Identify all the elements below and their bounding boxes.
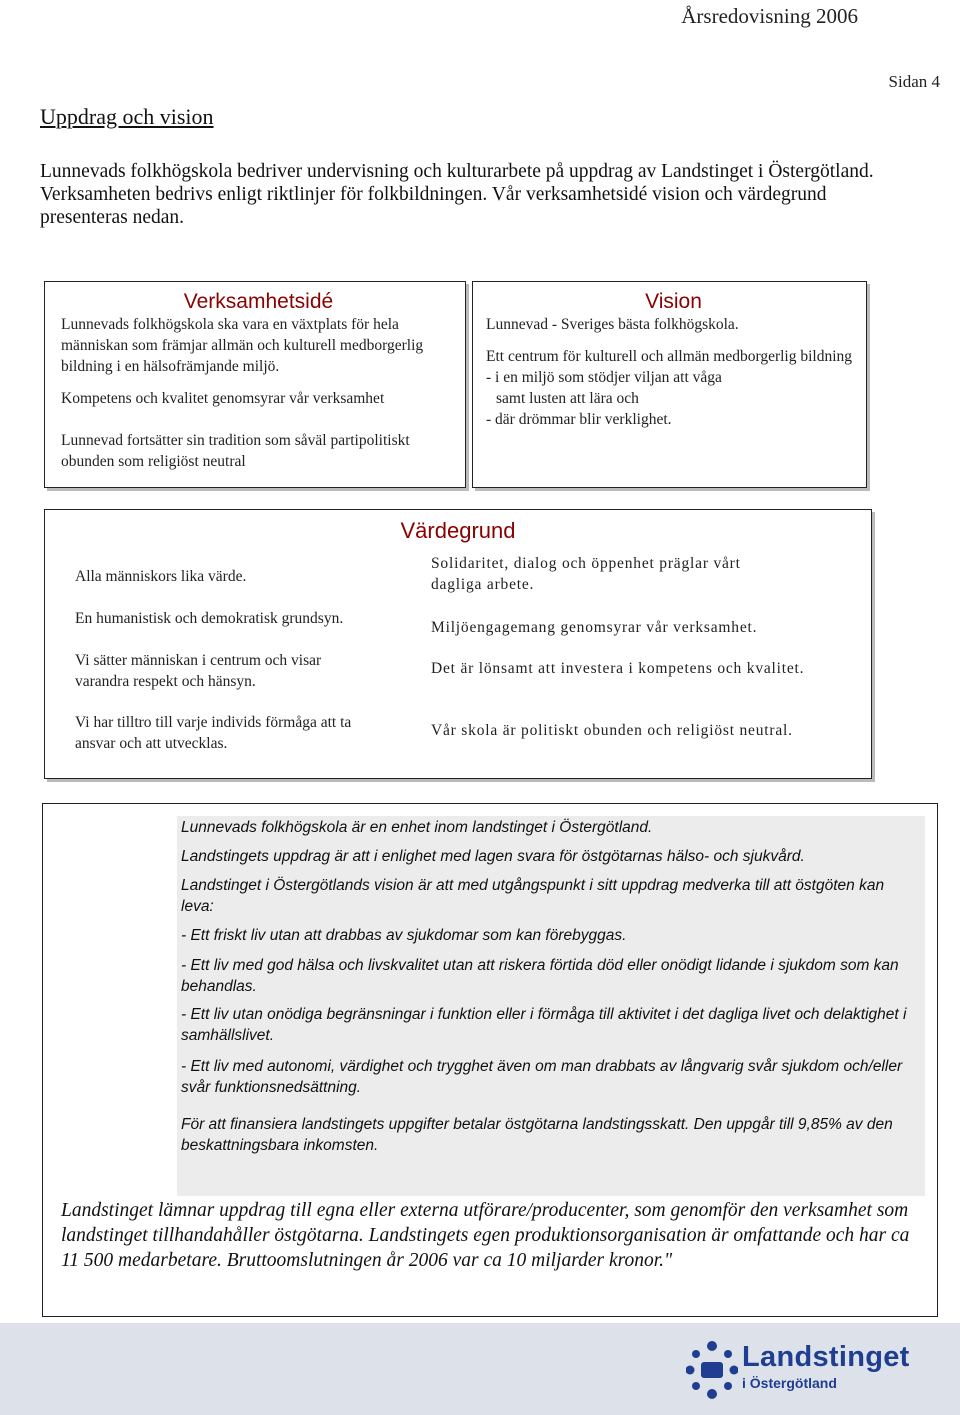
document-header-title: Årsredovisning 2006	[681, 4, 858, 28]
landstinget-line: - Ett liv utan onödiga begränsningar i funktion eller i förmåga till aktivitet i det dagliga livet och delaktighet i samhällslivet.	[181, 1006, 907, 1044]
vision-line-5: - där drömmar blir verklighet.	[486, 411, 672, 428]
landstinget-emblem-icon	[686, 1340, 738, 1400]
vision-line-1: Lunnevad - Sveriges bästa folkhögskola.	[486, 316, 739, 333]
landstinget-logo	[686, 1340, 926, 1400]
landstinget-line: - Ett liv med god hälsa och livskvalitet utan att riskera förtida död eller onödigt lidande i sjukdom som kan behandlas.	[181, 957, 899, 995]
landstinget-line: Lunnevads folkhögskola är en enhet inom landstinget i Östergötland.	[181, 819, 653, 836]
landstinget-line: - Ett friskt liv utan att drabbas av sjukdomar som kan förebyggas.	[181, 927, 627, 944]
vardegrund-right-item: Miljöengagemang genomsyrar vår verksamhet.	[431, 619, 758, 636]
vardegrund-right-item: Vår skola är politiskt obunden och religiöst neutral.	[431, 722, 793, 739]
landstinget-line: För att finansiera landstingets uppgifter betalar östgötarna landstingsskatt. Den uppgår till 9,85% av den beskattningsbara inkomsten.	[181, 1116, 893, 1154]
verksamhetside-paragraph-2: Kompetens och kvalitet genomsyrar vår verksamhet	[61, 390, 385, 407]
vardegrund-left-item: Vi har tilltro till varje individs förmåga att ta ansvar och att utvecklas.	[75, 714, 352, 752]
vardegrund-left-item: En humanistisk och demokratisk grundsyn.	[75, 610, 344, 627]
vardegrund-left-item: Alla människors lika värde.	[75, 568, 247, 585]
section-title: Uppdrag och vision	[40, 104, 214, 129]
landstinget-line: - Ett liv med autonomi, värdighet och trygghet även om man drabbats av långvarig svår sjukdom och/eller svår funktionsnedsättning.	[181, 1058, 903, 1096]
page-number: Sidan 4	[888, 72, 940, 91]
landstinget-quote: Landstinget lämnar uppdrag till egna eller externa utförare/producenter, som genomför den verksamhet som landstinget tillhandahåller östgötarna. Landstingets egen produktionsorganisation är omfattande och har ca 11 500 medarbetare. Bruttoomslutningen år 2006 var ca 10 miljarder kronor."	[61, 1200, 910, 1271]
landstinget-line: Landstinget i Östergötlands vision är att med utgångspunkt i sitt uppdrag medverka till att östgöten kan leva:	[181, 877, 885, 915]
vardegrund-left-item: Vi sätter människan i centrum och visar varandra respekt och hänsyn.	[75, 652, 322, 690]
vision-line-3: - i en miljö som stödjer viljan att våga	[486, 369, 722, 386]
verksamhetside-paragraph-3: Lunnevad fortsätter sin tradition som såväl partipolitiskt obunden som religiöst neutral	[61, 432, 410, 470]
vision-line-4: samt lusten att lära och	[496, 390, 639, 407]
vardegrund-right-item: Solidaritet, dialog och öppenhet präglar vårt dagliga arbete.	[431, 555, 741, 593]
intro-paragraph: Lunnevads folkhögskola bedriver undervisning och kulturarbete på uppdrag av Landstinget i Östergötland. Verksamheten bedrivs enligt riktlinjer för folkbildningen. Vår verksamhetsidé vision och värdegrund presenteras nedan.	[40, 161, 874, 228]
vardegrund-right-item: Det är lönsamt att investera i kompetens och kvalitet.	[431, 660, 805, 677]
logo-region: i Östergötland	[742, 1375, 837, 1391]
vision-line-2: Ett centrum för kulturell och allmän medborgerlig bildning	[486, 348, 853, 365]
vardegrund-box	[44, 509, 872, 779]
vardegrund-title: Värdegrund	[400, 518, 516, 543]
vision-box	[472, 281, 867, 488]
verksamhetside-title: Verksamhetsidé	[183, 290, 334, 313]
landstinget-box	[42, 803, 938, 1317]
logo-name: Landstinget	[742, 1341, 910, 1373]
verksamhetside-box	[44, 281, 466, 488]
landstinget-line: Landstingets uppdrag är att i enlighet med lagen svara för östgötarnas hälso- och sjukvård.	[181, 848, 805, 865]
verksamhetside-paragraph-1: Lunnevads folkhögskola ska vara en växtplats för hela människan som främjar allmän och kulturell medborgerlig bildning i en hälsofrämjande miljö.	[61, 316, 424, 375]
vision-title: Vision	[645, 290, 702, 313]
